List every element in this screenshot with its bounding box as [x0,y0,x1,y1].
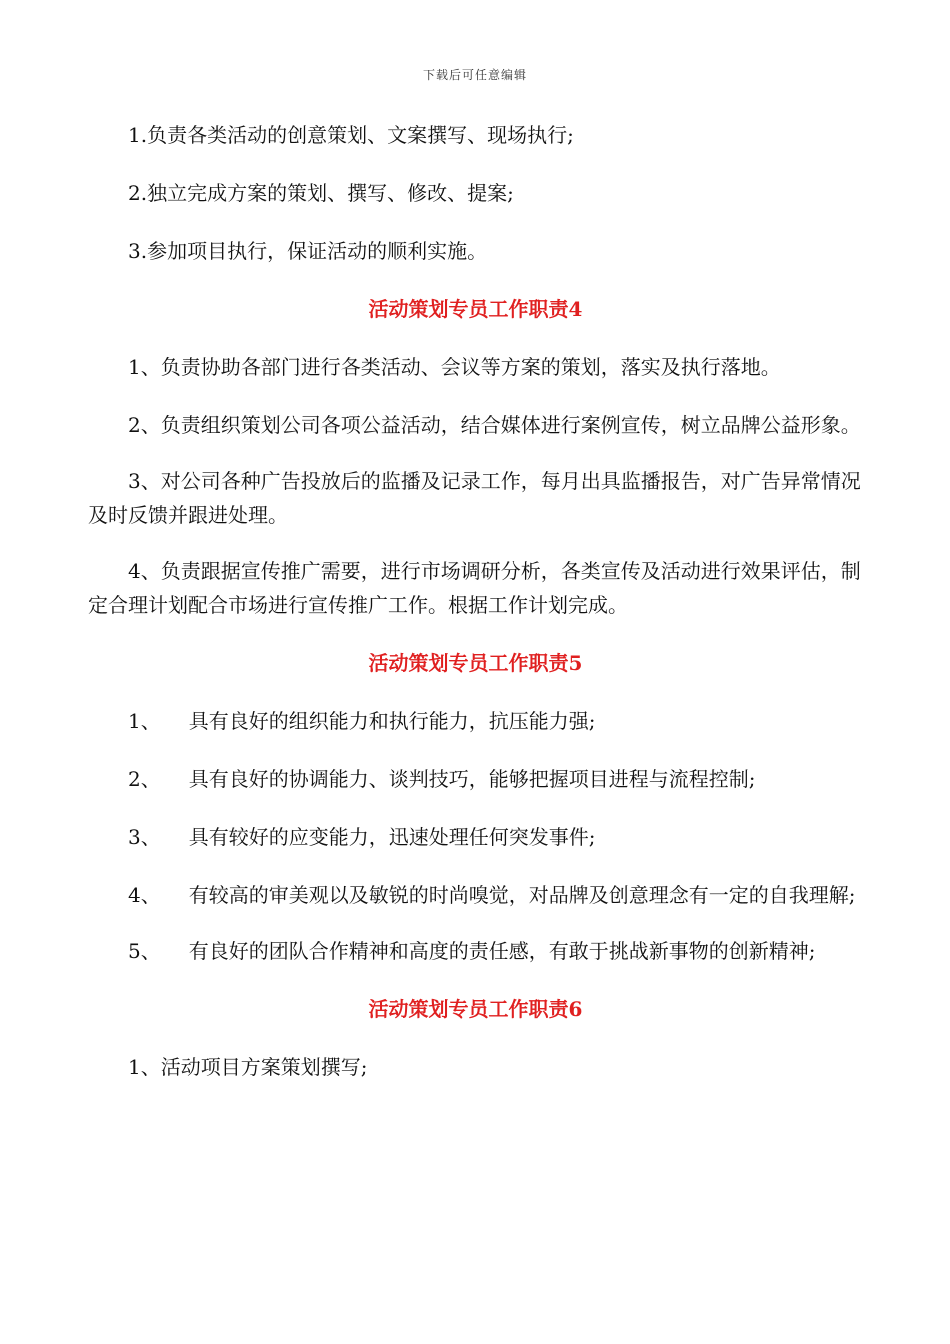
list-item [88,878,863,912]
list-item: 3、对公司各种广告投放后的监播及记录工作，每月出具监播报告，对广告异常情况及时反馈并跟进处理。 [88,469,861,527]
section-heading: 活动策划专员工作职责4 [368,297,583,321]
list-text: 具有较好的应变能力，迅速处理任何突发事件; [188,825,596,849]
list-text: 有较高的审美观以及敏锐的时尚嗅觉，对品牌及创意理念有一定的自我理解; [188,883,856,907]
list-number: 1、 [128,709,161,733]
list-number: 2、 [128,767,161,791]
header-note: 下载后可任意编辑 [422,68,527,82]
document-body [88,118,863,1084]
list-number: 5、 [128,939,161,963]
list-item: 4、负责跟据宣传推广需要，进行市场调研分析，各类宣传及活动进行效果评估，制定合理计划配合市场进行宣传推广工作。根据工作计划完成。 [88,559,861,617]
list-item: 2.独立完成方案的策划、撰写、修改、提案; [128,181,514,205]
list-text: 具有良好的组织能力和执行能力，抗压能力强; [188,709,596,733]
list-item [88,762,863,796]
list-number: 3、 [128,825,161,849]
list-number: 4、 [128,883,161,907]
list-item: 1、负责协助各部门进行各类活动、会议等方案的策划，落实及执行落地。 [128,355,781,379]
list-text: 具有良好的协调能力、谈判技巧，能够把握项目进程与流程控制; [188,767,756,791]
list-item [88,820,863,854]
section-heading: 活动策划专员工作职责6 [368,997,583,1021]
section-heading: 活动策划专员工作职责5 [368,651,583,675]
list-item: 1、活动项目方案策划撰写; [128,1055,368,1079]
list-item: 1.负责各类活动的创意策划、文案撰写、现场执行; [128,123,574,147]
list-text: 有良好的团队合作精神和高度的责任感，有敢于挑战新事物的创新精神; [188,939,816,963]
list-item [88,704,863,738]
list-item: 3.参加项目执行，保证活动的顺利实施。 [128,239,488,263]
list-item: 2、负责组织策划公司各项公益活动，结合媒体进行案例宣传，树立品牌公益形象。 [128,413,861,437]
list-item [88,934,863,968]
